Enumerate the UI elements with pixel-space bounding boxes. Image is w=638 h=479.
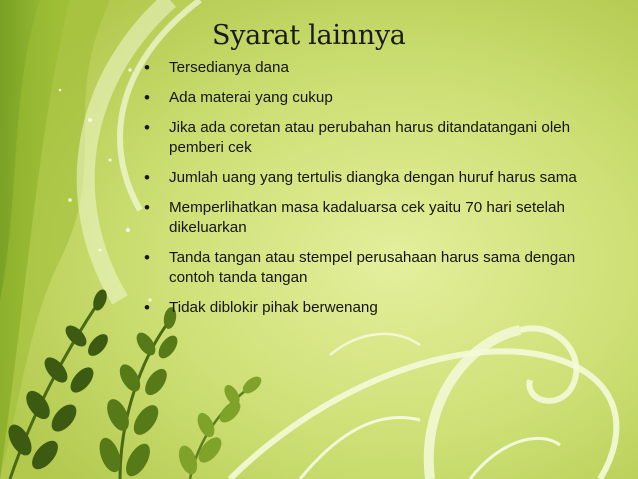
list-item (140, 198, 610, 238)
bullet-text: Memperlihatkan masa kadaluarsa cek yaitu 70 hari setelah dikeluarkan (169, 199, 565, 236)
bullet-icon: • (144, 248, 150, 267)
bullet-text: Jumlah uang yang tertulis diangka dengan huruf harus sama (169, 169, 577, 186)
list-item (140, 58, 610, 78)
slide-title: Syarat lainnya (212, 20, 406, 51)
list-item (140, 88, 610, 108)
bullet-text: Tidak diblokir pihak berwenang (169, 299, 378, 316)
bullet-icon: • (144, 168, 150, 187)
list-item (140, 168, 610, 188)
bullet-icon: • (144, 58, 150, 77)
bullet-icon: • (144, 298, 150, 317)
bullet-text: Jika ada coretan atau perubahan harus ditandatangani oleh pemberi cek (169, 119, 571, 156)
bullet-icon: • (144, 198, 150, 217)
list-item (140, 298, 610, 318)
bullet-text: Tanda tangan atau stempel perusahaan harus sama dengan contoh tanda tangan (169, 249, 576, 286)
bullet-text: Tersedianya dana (169, 59, 289, 76)
list-item (140, 248, 610, 288)
bullet-text: Ada materai yang cukup (169, 89, 333, 106)
bullet-icon: • (144, 88, 150, 107)
bullet-icon: • (144, 118, 150, 137)
bullet-list (140, 58, 610, 328)
list-item (140, 118, 610, 158)
